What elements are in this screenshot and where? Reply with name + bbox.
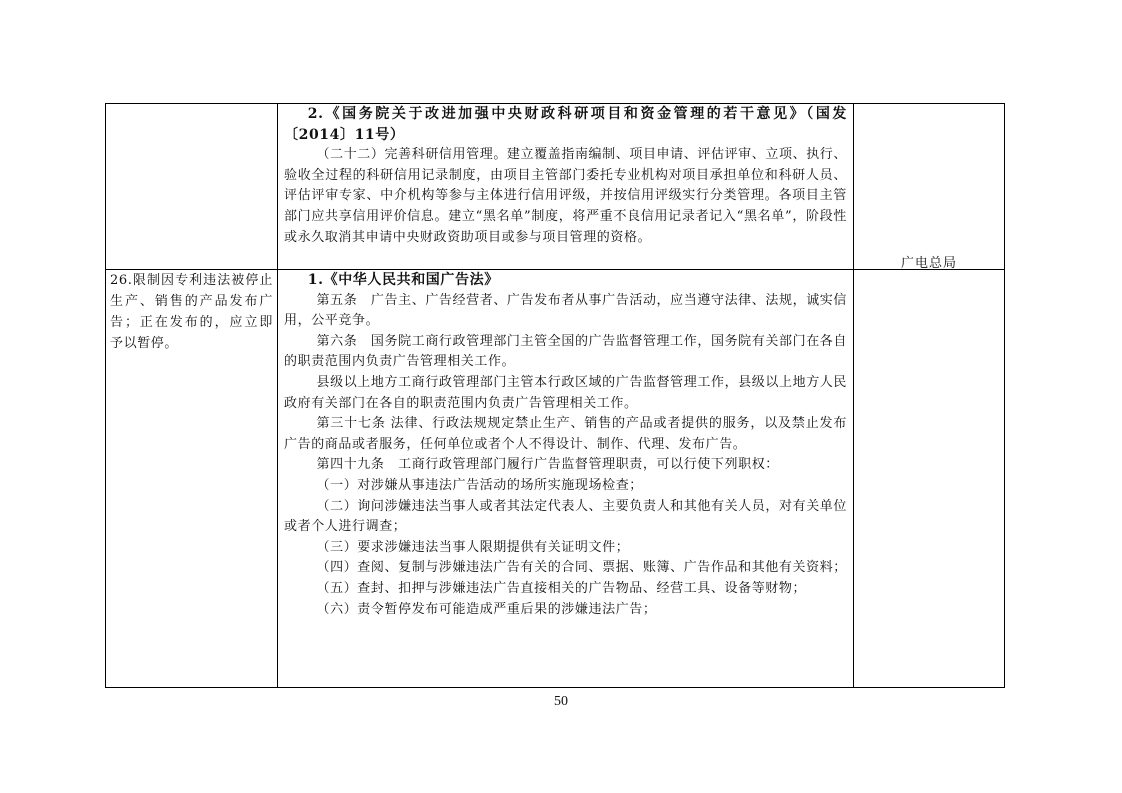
law-title: 2.《国务院关于改进加强中央财政科研项目和资金管理的若干意见》（国发〔2014〕11号）: [284, 106, 847, 143]
page-number: 50: [554, 694, 568, 709]
department-cell-empty: [854, 104, 1005, 270]
law-paragraph: （二十二）完善科研信用管理。建立覆盖指南编制、项目申请、评估评审、立项、执行、验收全过程的科研信用记录制度，由项目主管部门委托专业机构对项目承担单位和科研人员、评估评审专家、中介机构等参与主体进行信用评级，并按信用评级实行分类管理。各项目主管部门应共享信用评价信息。建立“黑名单”制度，将严重不良信用记录者记入“黑名单”，阶段性或永久取消其申请中央财政资助项目或参与项目管理的资格。: [284, 147, 847, 245]
matter-cell: [106, 270, 278, 688]
law-paragraph: （一）对涉嫌从事违法广告活动的场所实施现场检查；: [316, 477, 643, 493]
law-paragraph: 县级以上地方工商行政管理部门主管本行政区域的广告监督管理工作，县级以上地方人民政府有关部门在各自的职责范围内负责广告管理相关工作。: [284, 374, 847, 411]
law-paragraph: 第五条 广告主、广告经营者、广告发布者从事广告活动，应当遵守法律、法规，诚实信用，公平竞争。: [284, 292, 847, 329]
matter-text: 26.限制因专利违法被停止生产、销售的产品发布广告；正在发布的，应立即予以暂停。: [110, 273, 273, 351]
law-paragraph: （五）查封、扣押与涉嫌违法广告直接相关的广告物品、经营工具、设备等财物；: [316, 580, 807, 596]
law-paragraph: （四）查阅、复制与涉嫌违法广告有关的合同、票据、账簿、广告作品和其他有关资料；: [316, 560, 847, 576]
law-paragraph: （三）要求涉嫌违法当事人限期提供有关证明文件；: [316, 539, 630, 555]
law-paragraph: 第三十七条 法律、行政法规规定禁止生产、销售的产品或者提供的服务，以及禁止发布广告的商品或者服务，任何单位或者个人不得设计、制作、代理、发布广告。: [284, 416, 847, 452]
law-paragraph: （六）责令暂停发布可能造成严重后果的涉嫌违法广告；: [316, 601, 657, 617]
table-row: [106, 270, 1005, 688]
table-row: [106, 104, 1005, 270]
matter-cell-empty: [106, 104, 278, 270]
measures-table: [105, 103, 1005, 688]
law-title: 1.《中华人民共和国广告法》: [307, 272, 499, 288]
legal-basis-cell: [278, 270, 854, 688]
law-paragraph: 第四十九条 工商行政管理部门履行广告监督管理职责，可以行使下列职权：: [316, 457, 779, 473]
legal-basis-cell: [278, 104, 854, 270]
law-paragraph: 第六条 国务院工商行政管理部门主管全国的广告监督管理工作，国务院有关部门在各自的职责范围内负责广告管理相关工作。: [284, 333, 847, 370]
department-cell: [854, 256, 1005, 688]
law-paragraph: （二）询问涉嫌违法当事人或者其法定代表人、主要负责人和其他有关人员，对有关单位或者个人进行调查；: [284, 498, 847, 535]
department-name: 广电总局: [900, 256, 957, 271]
